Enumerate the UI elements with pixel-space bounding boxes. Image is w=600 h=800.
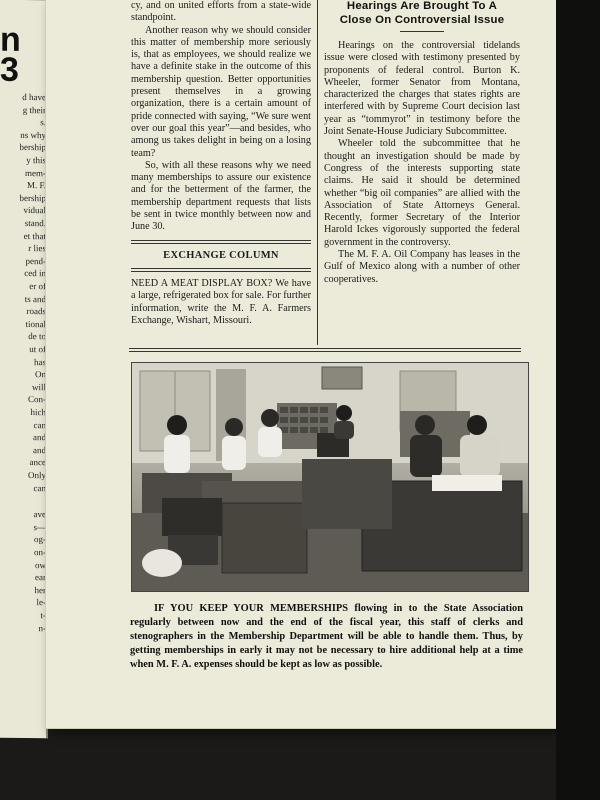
- previous-page-fragment: M. F.: [26, 180, 46, 191]
- previous-page-big-letter: n: [0, 20, 21, 59]
- article-paragraph: The M. F. A. Oil Company has leases in the Gulf of Mexico along with a number of other cooperatives.: [324, 249, 520, 285]
- article-paragraph: Hearings on the controversial tidelands issue were closed with testimony presented by proponents of federal control. Burton K. Wheeler, former Senator from Montana, characterized the charges that states rights are interfered with by Supreme Court decision last year as “tommyrot” in testimony before the Joint Senate-House Judiciary Subcommittee.: [324, 40, 520, 138]
- previous-page-fragment: le-: [36, 597, 46, 608]
- previous-page-fragment: Only: [28, 470, 46, 481]
- previous-page-fragment: pend-: [25, 255, 46, 266]
- previous-page-fragment: ut of: [29, 344, 46, 355]
- article-paragraph: Wheeler told the subcommittee that he thought an investigation should be made by Congress of the interests supporting state claims. He said it should be determined whether “big oil companies” are allied with the Association of State Attorneys General. Recently, former Secretary of the Interior Harold Ickes vigorously supported the federal government in the controversy.: [324, 138, 520, 248]
- column-divider: [317, 0, 318, 345]
- previous-page-fragment: d have: [22, 91, 46, 103]
- left-paragraph: Another reason why we should consider this matter of membership more seriously is, that as employees, we should realize we have a definite stake in the outcome of this membership question. Better opportunities present themselves in a growing organization, there is a certain amount of pride connected with saying, “We sure went over our goal this year”—and besides, who among us takes delight in being on a losing team?: [131, 24, 311, 159]
- previous-page-fragment: er of: [29, 281, 46, 292]
- background-edge: [556, 0, 600, 800]
- previous-page-fragment: and: [33, 444, 46, 455]
- exchange-column-title: EXCHANGE COLUMN: [163, 249, 279, 261]
- article-headline: [324, 0, 520, 27]
- magazine-page: [46, 0, 558, 728]
- office-staff-photo: [131, 362, 529, 592]
- previous-page-fragment: bership: [19, 142, 46, 153]
- previous-page-fragment: ts and: [24, 293, 46, 304]
- previous-page-big-letter: 3: [0, 50, 19, 89]
- photo-caption: IF YOU KEEP YOUR MEMBERSHIPS flowing in to the State Association regularly between now and the end of the fiscal year, this staff of clerks and stenographers in the Membership Department will be able to handle them. Thus, by getting memberships in early it may not be necessary to hire additional help at a time when M. F. A. expenses should be kept as low as possible.: [130, 603, 523, 670]
- previous-page-fragment: ns why: [20, 129, 46, 140]
- previous-page-fragment: stand.: [24, 218, 46, 229]
- previous-page-fragment: ow: [35, 559, 46, 570]
- photo-top-rule: [129, 348, 521, 349]
- previous-page-fragment: n-: [38, 622, 46, 633]
- left-paragraph: cy, and on united efforts from a state-wide standpoint.: [131, 0, 311, 24]
- previous-page-fragment: s.: [40, 117, 46, 128]
- previous-page-fragment: r lies: [28, 243, 46, 254]
- previous-page-fragment: ance: [29, 457, 46, 468]
- right-column: [324, 0, 520, 286]
- previous-page-fragment: ear: [35, 572, 46, 583]
- previous-page-fragment: Con-: [28, 394, 46, 405]
- left-column: [131, 0, 311, 327]
- headline-line: Hearings Are Brought To A: [346, 0, 498, 12]
- previous-page-fragment: her: [34, 584, 46, 595]
- previous-page-fragment: bership: [19, 192, 46, 203]
- left-paragraph: So, with all these reasons why we need many memberships to assure our existence and for the betterment of the farmer, the membership department requests that lists be sent in twice monthly between now and June 30.: [131, 159, 311, 233]
- previous-page-fragment: and: [33, 432, 46, 443]
- previous-page-fragment: s—: [33, 521, 46, 532]
- previous-page-fragment: t-: [40, 610, 46, 621]
- previous-page-fragment: mem-: [25, 167, 46, 178]
- previous-page-fragment: On: [35, 369, 46, 380]
- previous-page-fragment: on-: [34, 547, 46, 558]
- previous-page-fragment: de to: [28, 331, 46, 342]
- section-divider: [131, 240, 311, 244]
- photo-illustration: [132, 363, 528, 591]
- previous-page-edge: [0, 0, 48, 738]
- previous-page-fragment: og-: [34, 534, 46, 545]
- exchange-ad: NEED A MEAT DISPLAY BOX? We have a large, refrigerated box for sale. For further information, write the M. F. A. Farmers Exchange, Wishart, Missouri.: [131, 277, 311, 326]
- photo-top-rule: [129, 351, 521, 352]
- previous-page-fragment: y this: [26, 155, 46, 166]
- previous-page-fragment: vidual: [23, 205, 46, 216]
- previous-page-fragment: et that: [23, 230, 46, 241]
- previous-page-fragment: can: [33, 482, 46, 493]
- previous-page-fragment: can: [33, 419, 46, 430]
- headline-line: Close On Controversial Issue: [339, 13, 505, 26]
- previous-page-fragment: g their: [22, 104, 46, 115]
- previous-page-fragment: roads: [26, 306, 46, 317]
- previous-page-fragment: tional: [25, 318, 46, 329]
- previous-page-fragment: has: [34, 356, 46, 367]
- previous-page-fragment: ced in: [24, 268, 46, 279]
- previous-page-fragment: ave: [33, 509, 46, 520]
- headline-rule: [400, 31, 444, 32]
- previous-page-fragment: hich: [30, 407, 46, 418]
- previous-page-fragment: will: [31, 381, 46, 392]
